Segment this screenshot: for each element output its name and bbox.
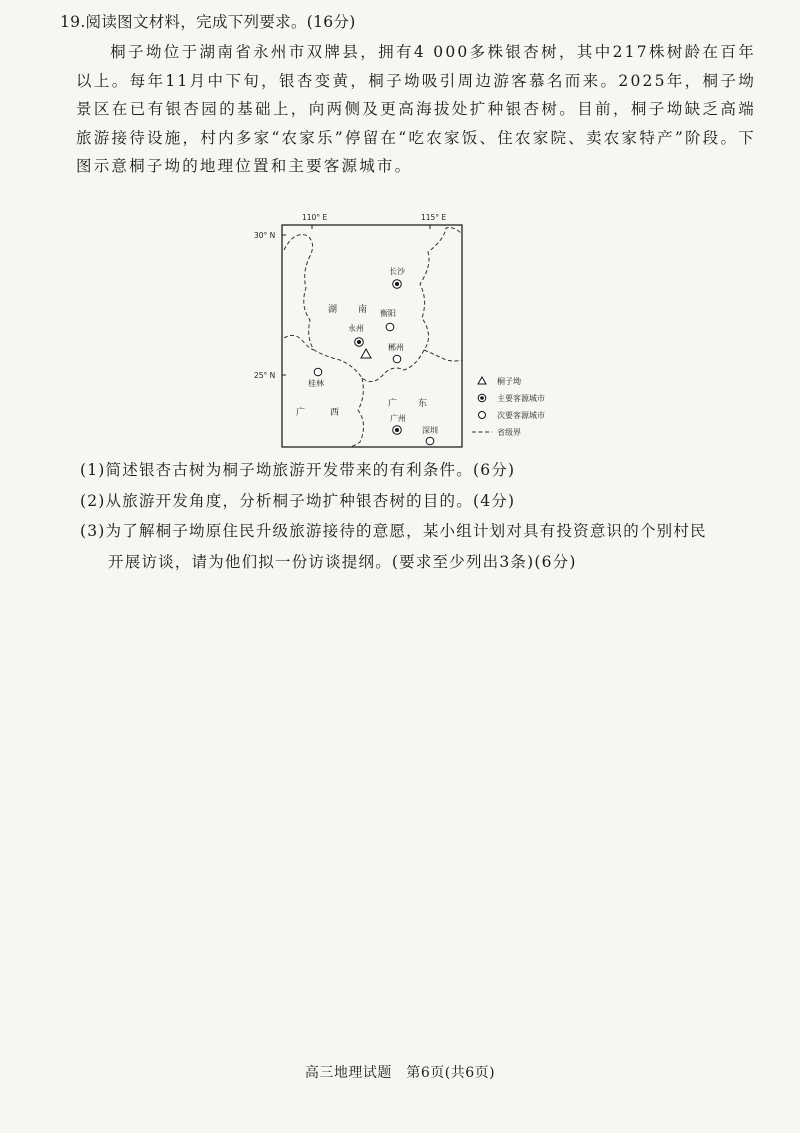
legend-minor-label: 次要客源城市 bbox=[497, 411, 545, 420]
city-changsha bbox=[389, 266, 406, 288]
svg-text:长沙: 长沙 bbox=[389, 267, 405, 276]
legend-site-symbol bbox=[478, 377, 486, 384]
guangxi-guangdong-boundary bbox=[350, 378, 364, 447]
province-guangdong-1: 广 bbox=[388, 399, 398, 409]
site-tongziao bbox=[361, 349, 371, 358]
svg-text:桂林: 桂林 bbox=[308, 379, 324, 388]
province-guangxi-2: 西 bbox=[330, 408, 340, 418]
sub-question-1: (1)简述银杏古树为桐子坳旅游开发带来的有利条件。(6分) bbox=[80, 461, 516, 479]
city-guilin bbox=[308, 368, 324, 388]
lon-label-115: 115° E bbox=[421, 213, 447, 222]
province-guangxi-1: 广 bbox=[296, 408, 306, 418]
sub-questions bbox=[80, 455, 760, 577]
lon-label-110: 110° E bbox=[302, 213, 328, 222]
svg-text:永州: 永州 bbox=[348, 324, 364, 333]
map-svg bbox=[250, 210, 570, 455]
guangdong-east-boundary bbox=[424, 350, 462, 361]
svg-text:衡阳: 衡阳 bbox=[380, 309, 396, 318]
question-passage: 桐子坳位于湖南省永州市双牌县，拥有4 000多株银杏树，其中217株树龄在百年以上。每年11月中下旬，银杏变黄，桐子坳吸引周边游客慕名而来。2025年，桐子坳景区在已有银杏园的基础上，向两侧及更高海拔处扩种银杏树。目前，桐子坳缺乏高端旅游接待设施，村内多家“农家乐”停留在“吃农家饭、住农家院、卖农家特产”阶段。下图示意桐子坳的地理位置和主要客源城市。 bbox=[76, 43, 756, 175]
map-legend bbox=[472, 376, 545, 437]
province-boundaries bbox=[284, 228, 462, 447]
hunan-boundary bbox=[284, 228, 462, 382]
lat-label-30: 30° N bbox=[254, 231, 276, 240]
province-hunan-1: 湖 bbox=[328, 305, 338, 315]
svg-text:广州: 广州 bbox=[390, 414, 406, 423]
legend-site-label: 桐子坳 bbox=[497, 377, 521, 386]
legend-major-label: 主要客源城市 bbox=[497, 394, 545, 403]
sub-question-2: (2)从旅游开发角度，分析桐子坳扩种银杏树的目的。(4分) bbox=[80, 491, 516, 510]
city-hengyang bbox=[380, 308, 396, 331]
svg-text:深圳: 深圳 bbox=[422, 426, 438, 435]
lat-label-25: 25° N bbox=[254, 371, 276, 380]
question-heading: 19.阅读图文材料，完成下列要求。(16分) bbox=[60, 13, 356, 31]
sub-question-3: (3)为了解桐子坳原住民升级旅游接待的意愿，某小组计划对具有投资意识的个别村民 开展访谈，请为他们拟一份访谈提纲。(要求至少列出3条)(6分) bbox=[80, 522, 707, 571]
location-map bbox=[250, 210, 570, 455]
city-shenzhen bbox=[422, 425, 438, 445]
province-hunan-2: 南 bbox=[358, 305, 368, 315]
city-guangzhou bbox=[390, 413, 406, 434]
legend-boundary-label: 省级界 bbox=[497, 428, 521, 437]
page-footer: 高三地理试题 第6页(共6页) bbox=[304, 1065, 496, 1081]
city-yongzhou bbox=[348, 323, 364, 346]
svg-text:郴州: 郴州 bbox=[388, 343, 404, 352]
province-guangdong-2: 东 bbox=[418, 399, 428, 409]
city-chenzhou bbox=[388, 342, 404, 363]
legend-minor-symbol bbox=[479, 412, 486, 419]
